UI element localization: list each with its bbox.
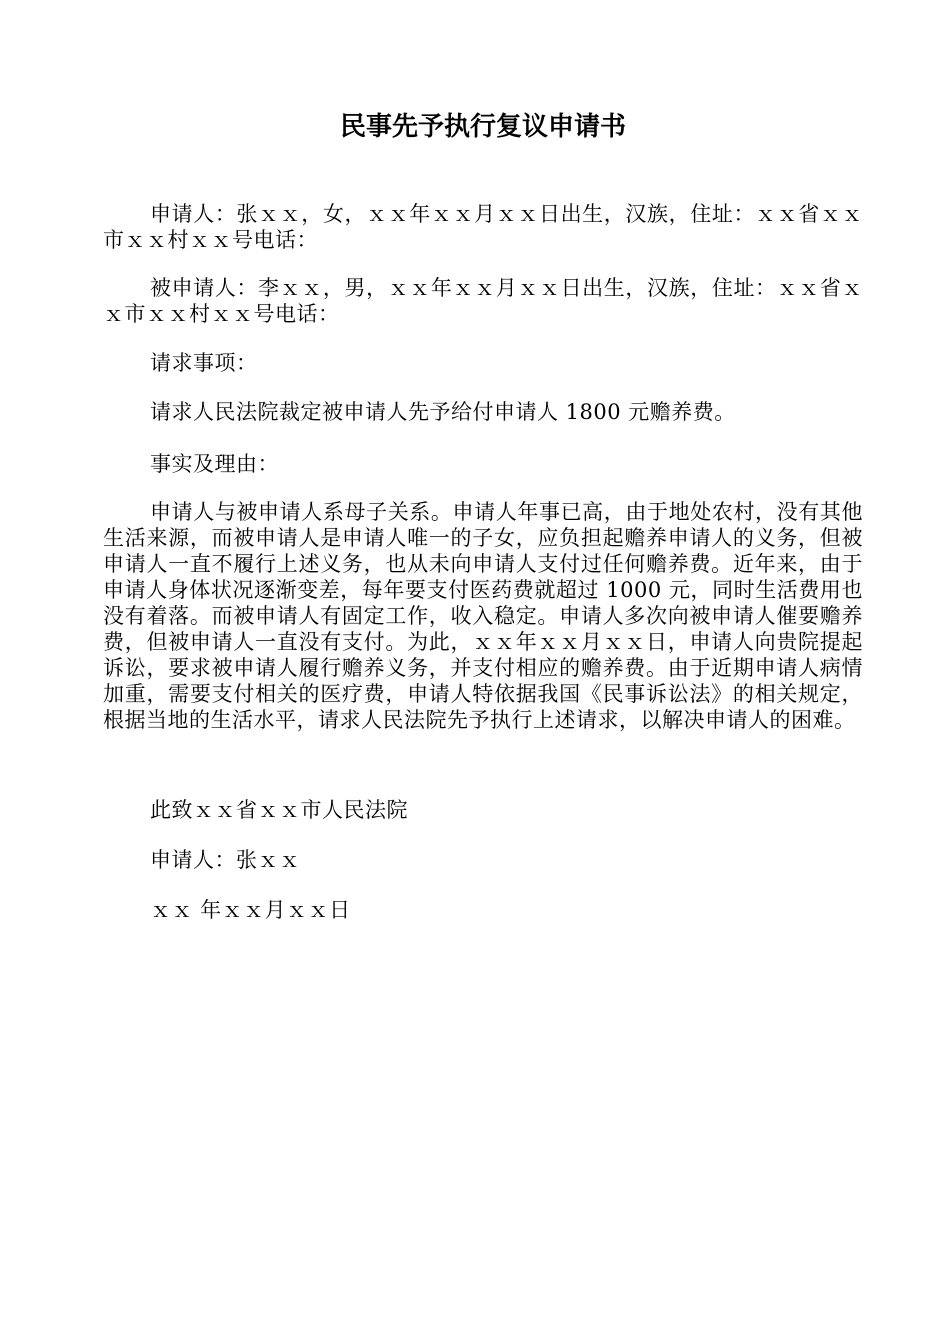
document-title: 民事先予执行复议申请书 <box>339 112 626 142</box>
facts-text: 申请人与被申请人系母子关系。申请人年事已高，由于地处农村，没有其他生活来源，而被申请人是申请人唯一的子女，应负担起赡养申请人的义务，但被申请人一直不履行上述义务，也从未向申请人支付过任何赡养费。近年来，由于申请人身体状况逐渐变差，每年要支付医药费就超过 1000 元，同时生活费用也没有着落。而被申请人有固定工作，收入稳定。申请人多次向被申请人催要赡养费，但被申请人一直没有支付。为此，ｘｘ年ｘｘ月ｘｘ日，申请人向贵院提起诉讼，要求被申请人履行赡养义务，并支付相应的赡养费。由于近期申请人病情加重，需要支付相关的医疗费，申请人特依据我国《民事诉讼法》的相关规定，根据当地的生活水平，请求人民法院先予执行上述请求，以解决申请人的困难。 <box>103 500 863 732</box>
date-line: ｘｘ 年ｘｘ月ｘｘ日 <box>150 898 351 922</box>
applicant-info: 申请人：张ｘｘ，女，ｘｘ年ｘｘ月ｘｘ日出生，汉族，住址：ｘｘ省ｘｘ市ｘｘ村ｘｘ号电话： <box>103 202 863 252</box>
claims-heading: 请求事项： <box>150 351 258 375</box>
respondent-info: 被申请人：李ｘｘ，男，ｘｘ年ｘｘ月ｘｘ日出生，汉族，住址：ｘｘ省ｘｘ市ｘｘ村ｘｘ号电话： <box>103 276 863 326</box>
facts-heading: 事实及理由： <box>150 452 279 476</box>
closing-salutation: 此致ｘｘ省ｘｘ市人民法院 <box>150 798 408 822</box>
claims-text: 请求人民法院裁定被申请人先予给付申请人 1800 元赡养费。 <box>150 400 736 424</box>
signer-line: 申请人：张ｘｘ <box>150 848 301 872</box>
